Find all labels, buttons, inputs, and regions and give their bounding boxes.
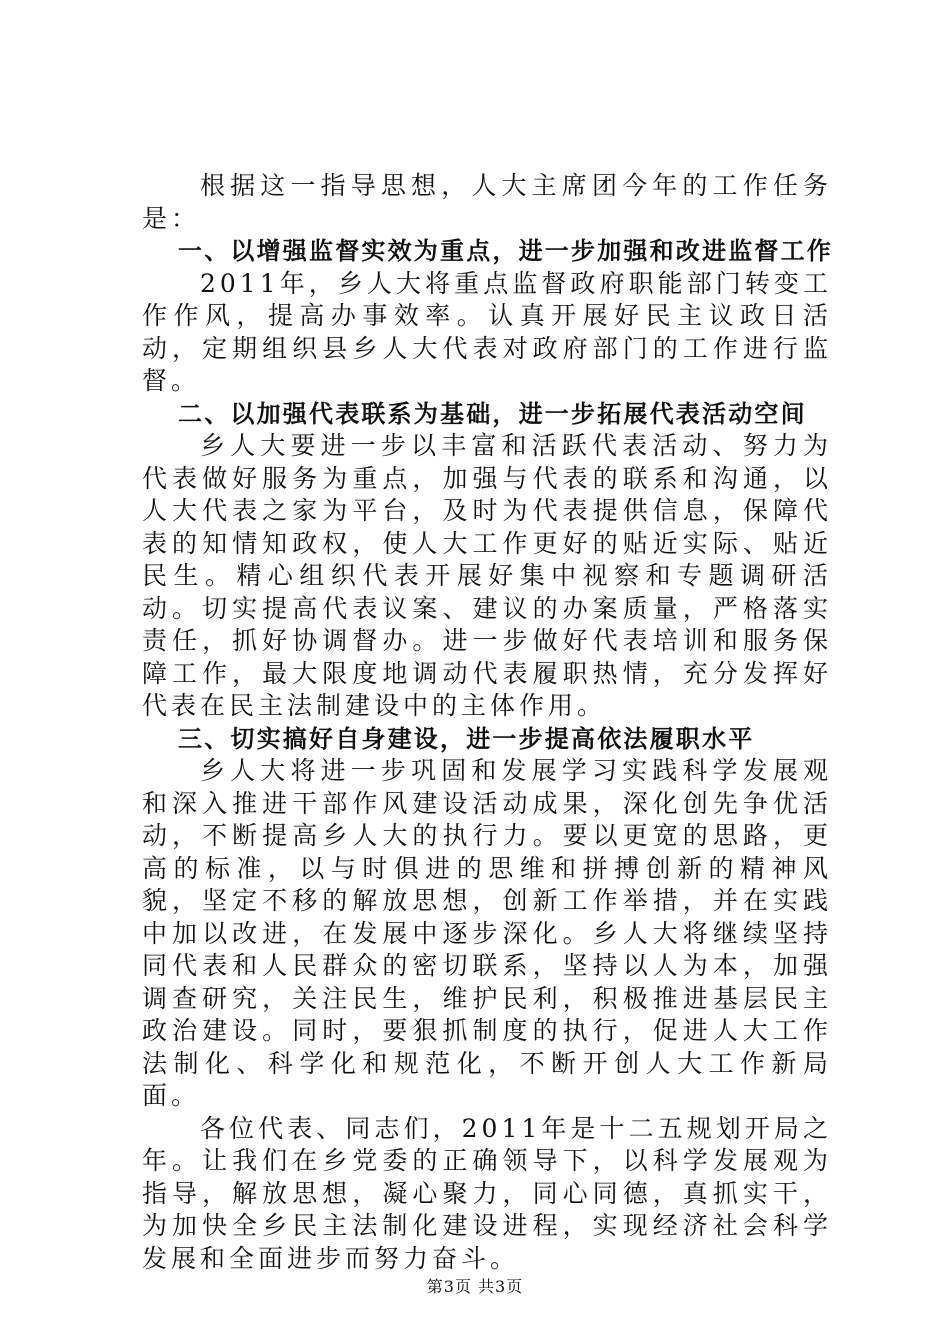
closing-paragraph: 各位代表、同志们，2011年是十二五规划开局之年。让我们在乡党委的正确领导下，以科学发展观为指导，解放思想，凝心聚力，同心同德，真抓实干，为加快全乡民主法制化建设进程，实现经济社会科学发展和全面进步而努力奋斗。 — [142, 1113, 832, 1273]
intro-paragraph: 根据这一指导思想，人大主席团今年的工作任务是： — [142, 171, 832, 233]
section-heading-3: 三、切实搞好自身建设，进一步提高依法履职水平 — [178, 724, 755, 753]
document-body — [142, 170, 832, 1275]
section-heading-1: 一、以增强监督实效为重点，进一步加强和改进监督工作 — [178, 237, 833, 265]
page-number-footer: 第3页 共3页 — [426, 1277, 524, 1296]
section-1-paragraph: 2011年，乡人大将重点监督政府职能部门转变工作作风，提高办事效率。认真开展好民主议政日活动，定期组织县乡人大代表对政府部门的工作进行监督。 — [142, 268, 832, 395]
section-2-paragraph: 乡人大要进一步以丰富和活跃代表活动、努力为代表做好服务为重点，加强与代表的联系和沟通，以人大代表之家为平台，及时为代表提供信息，保障代表的知情知政权，使人大工作更好的贴近实际、贴近民生。精心组织代表开展好集中视察和专题调研活动。切实提高代表议案、建议的办案质量，严格落实责任，抓好协调督办。进一步做好代表培训和服务保障工作，最大限度地调动代表履职热情，充分发挥好代表在民主法制建设中的主体作用。 — [142, 431, 832, 720]
section-3-paragraph: 乡人大将进一步巩固和发展学习实践科学发展观和深入推进干部作风建设活动成果，深化创先争优活动，不断提高乡人大的执行力。要以更宽的思路，更高的标准，以与时俱进的思维和拼搏创新的精神风貌，坚定不移的解放思想，创新工作举措，并在实践中加以改进，在发展中逐步深化。乡人大将继续坚持同代表和人民群众的密切联系，坚持以人为本，加强调查研究，关注民生，维护民利，积极推进基层民主政治建设。同时，要狠抓制度的执行，促进人大工作法制化、科学化和规范化，不断开创人大工作新局面。 — [142, 756, 832, 1110]
section-heading-2: 二、以加强代表联系为基础，进一步拓展代表活动空间 — [178, 399, 807, 428]
